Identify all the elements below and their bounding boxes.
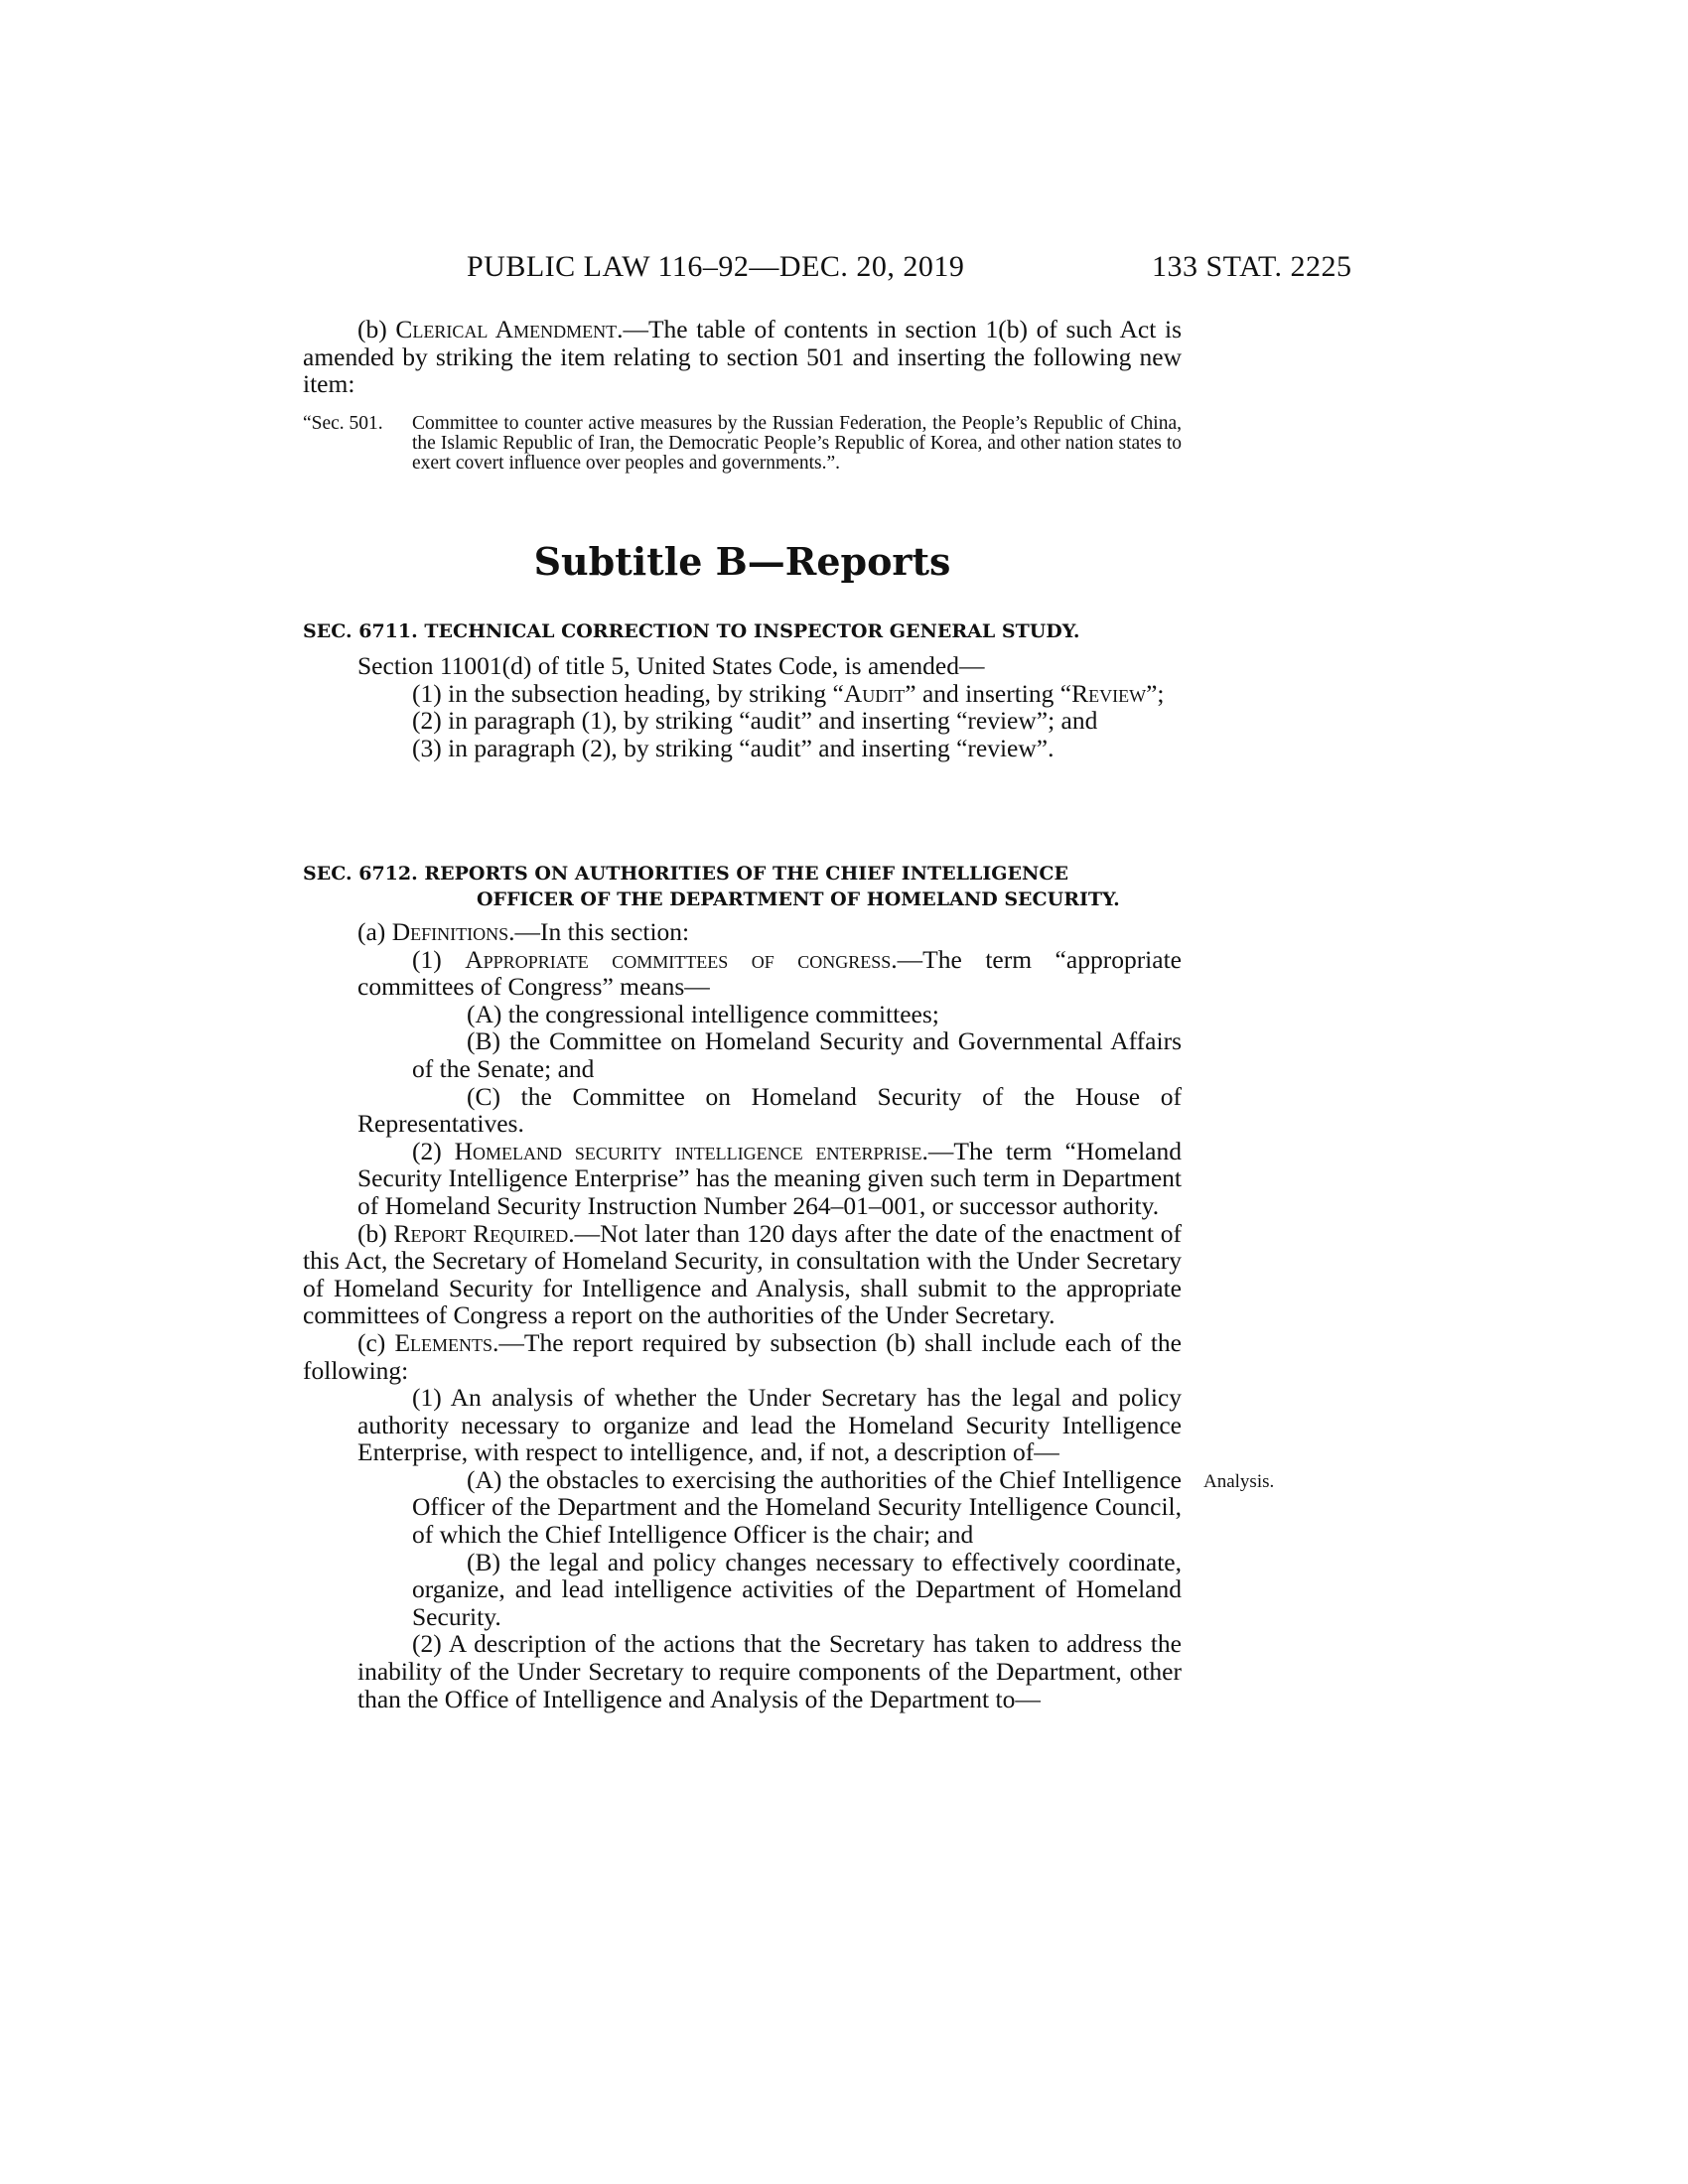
section-6711-heading: SEC. 6711. TECHNICAL CORRECTION TO INSPECTOR GENERAL STUDY. (303, 620, 1080, 642)
margin-note: Analysis. (1203, 1471, 1275, 1492)
subsection-c: (c) Elements.—The report required by subsection (b) shall include each of the following: (303, 1327, 1182, 1385)
definition-2: (2) Homeland security intelligence enterprise.—The term “Homeland Security Intelligence Enterprise” has the meaning given such term in Department of Homeland Security Instruction Number 264–01–001, or successor authority. (357, 1136, 1182, 1220)
toc-item (303, 414, 1182, 474)
section-6712 (303, 861, 1182, 1712)
running-header-right: 133 STAT. 2225 (1152, 250, 1352, 283)
section-6711-intro: Section 11001(d) of title 5, United States Code, is amended— (357, 651, 985, 680)
section-6711 (303, 618, 1182, 761)
subtitle-heading: Subtitle B—Reports (533, 539, 951, 584)
toc-item-label: “Sec. 501. (303, 412, 383, 434)
section-6711-para-2: (2) in paragraph (1), by striking “audit” and inserting “review”; and (412, 706, 1098, 736)
element-1-A: (A) the obstacles to exercising the authorities of the Chief Intelligence Officer of the Department and the Homeland Security Intelligence Council, of which the Chief Intelligence Officer is the chair; and (412, 1464, 1182, 1550)
element-2: (2) A description of the actions that the Secretary has taken to address the inability of the Under Secretary to require components of the Department, other than the Office of Intelligence and Analysis of the Department to— (357, 1629, 1182, 1713)
section-6711-para-1: (1) in the subsection heading, by striking “Audit” and inserting “Review”; (412, 678, 1165, 708)
toc-item-text: Committee to counter active measures by the Russian Federation, the People’s Republic of China, the Islamic Republic of Iran, the Democratic People’s Republic of Korea, and other nation states to exert covert influence over peoples and governments.”. (412, 412, 1182, 474)
section-6711-para-3: (3) in paragraph (2), by striking “audit” and inserting “review”. (412, 733, 1055, 762)
definition-1-A: (A) the congressional intelligence committees; (467, 999, 939, 1028)
definition-1-C: (C) the Committee on Homeland Security of the House of Representatives. (357, 1081, 1182, 1139)
section-6712-heading: SEC. 6712. REPORTS ON AUTHORITIES OF THE CHIEF INTELLIGENCE OFFICER OF THE DEPARTMENT OF HOMELAND SECURITY. (303, 863, 1120, 910)
element-1-B: (B) the legal and policy changes necessary to effectively coordinate, organize, and lead intelligence activities of the Department of Homeland Security. (412, 1547, 1182, 1631)
clerical-amendment-paragraph: (b) Clerical Amendment.—The table of contents in section 1(b) of such Act is amended by striking the item relating to section 501 and inserting the following new item: (303, 315, 1183, 399)
definition-1-B: (B) the Committee on Homeland Security and Governmental Affairs of the Senate; and (412, 1026, 1182, 1083)
subsection-a: (a) Definitions.—In this section: (357, 917, 690, 946)
element-1: (1) An analysis of whether the Under Secretary has the legal and policy authority necessary to organize and lead the Homeland Security Intelligence Enterprise, with respect to intelligence, and, if not, a description of— (357, 1383, 1182, 1467)
definition-1: (1) Appropriate committees of congress.—The term “appropriate committees of Congress” means— (357, 944, 1182, 1002)
clerical-amendment-block (303, 316, 1182, 474)
running-header-left: PUBLIC LAW 116–92—DEC. 20, 2019 (467, 250, 965, 283)
subsection-b: (b) Report Required.—Not later than 120 days after the date of the enactment of this Act, the Secretary of Homeland Security, in consultation with the Under Secretary of Homeland Security for Intelligence and Analysis, shall submit to the appropriate committees of Congress a report on the authorities of the Under Secretary. (303, 1218, 1182, 1330)
